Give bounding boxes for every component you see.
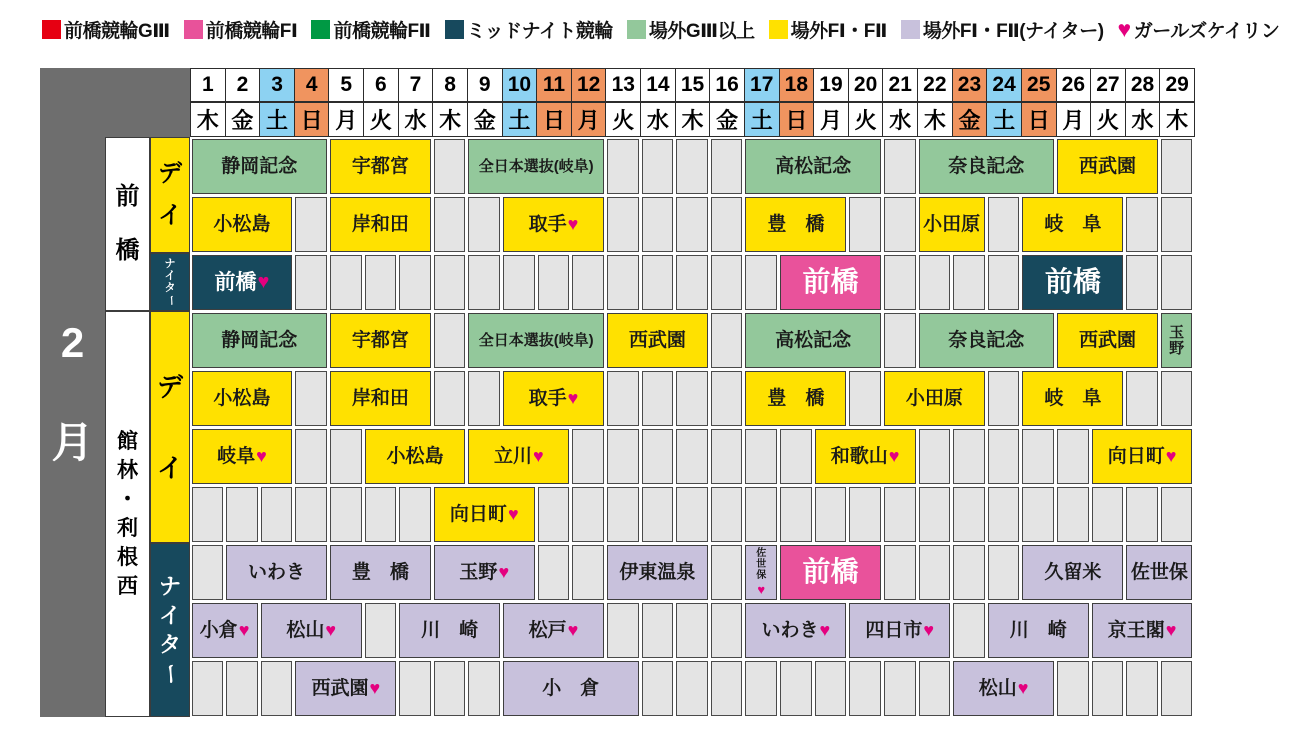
empty-cell	[468, 197, 500, 252]
legend-label: 前橋競輪GⅢ	[64, 21, 170, 42]
empty-cell	[1161, 197, 1193, 252]
empty-cell	[1126, 255, 1158, 310]
date-cell: 15	[675, 68, 711, 102]
legend-item	[42, 16, 170, 43]
empty-cell	[1092, 661, 1124, 716]
empty-cell	[815, 661, 847, 716]
slot-label-night: ナ イ タ ー	[150, 543, 190, 717]
empty-cell	[642, 429, 674, 484]
empty-cell	[226, 487, 258, 542]
weekday-cell: 月	[571, 102, 607, 137]
empty-cell	[192, 545, 224, 600]
event-block: 取手 ♥	[503, 197, 604, 252]
legend-swatch-icon	[311, 20, 330, 39]
weekday-cell: 木	[1159, 102, 1195, 137]
event-block: 立川 ♥	[468, 429, 569, 484]
date-cell: 14	[640, 68, 676, 102]
empty-cell	[1126, 371, 1158, 426]
date-cell: 12	[571, 68, 607, 102]
legend-item	[769, 16, 887, 43]
empty-cell	[434, 371, 466, 426]
empty-cell	[607, 255, 639, 310]
date-cell: 27	[1090, 68, 1126, 102]
date-cell: 2	[225, 68, 261, 102]
empty-cell	[607, 371, 639, 426]
empty-cell	[745, 255, 777, 310]
weekday-cell: 土	[259, 102, 295, 137]
weekday-cell: 水	[640, 102, 676, 137]
empty-cell	[988, 429, 1020, 484]
event-block: 松山 ♥	[261, 603, 362, 658]
empty-cell	[295, 487, 327, 542]
legend	[42, 16, 1279, 43]
empty-cell	[192, 487, 224, 542]
legend-item	[184, 16, 298, 43]
empty-cell	[295, 197, 327, 252]
empty-cell	[919, 255, 951, 310]
empty-cell	[919, 545, 951, 600]
empty-cell	[330, 487, 362, 542]
legend-swatch-icon	[769, 20, 788, 39]
date-cell: 21	[882, 68, 918, 102]
empty-cell	[503, 255, 535, 310]
event-block: 小田原	[884, 371, 985, 426]
empty-cell	[572, 429, 604, 484]
date-cell: 9	[467, 68, 503, 102]
venue-label: 前 橋	[105, 137, 150, 311]
date-cell: 6	[363, 68, 399, 102]
event-block: 小松島	[192, 197, 293, 252]
empty-cell	[711, 545, 743, 600]
event-block: 岸和田	[330, 197, 431, 252]
empty-cell	[1126, 197, 1158, 252]
empty-cell	[607, 603, 639, 658]
empty-cell	[642, 603, 674, 658]
empty-cell	[884, 487, 916, 542]
event-block: 佐世保	[1126, 545, 1192, 600]
event-block: 全日本選抜(岐阜)	[468, 139, 603, 194]
weekday-cell: 土	[502, 102, 538, 137]
event-block: 高松記念	[745, 313, 880, 368]
event-block: 松戸 ♥	[503, 603, 604, 658]
empty-cell	[884, 255, 916, 310]
empty-cell	[642, 255, 674, 310]
empty-cell	[226, 661, 258, 716]
empty-cell	[1126, 661, 1158, 716]
weekday-cell: 日	[779, 102, 815, 137]
event-block: 京王閣 ♥	[1092, 603, 1193, 658]
empty-cell	[607, 197, 639, 252]
empty-cell	[884, 313, 916, 368]
legend-label: 場外FⅠ・FⅡ(ナイター)	[922, 21, 1104, 42]
month-label: 2 月	[40, 68, 105, 717]
event-block: 奈良記念	[919, 313, 1054, 368]
weekday-cell: 火	[848, 102, 884, 137]
date-cell: 3	[259, 68, 295, 102]
slot-label-day: デ イ	[150, 311, 190, 543]
empty-cell	[953, 603, 985, 658]
slot-label-day: デ イ	[150, 137, 190, 253]
weekday-cell: 月	[1056, 102, 1092, 137]
empty-cell	[711, 139, 743, 194]
date-cell: 16	[709, 68, 745, 102]
empty-cell	[849, 661, 881, 716]
event-block: 四日市 ♥	[849, 603, 950, 658]
empty-cell	[399, 487, 431, 542]
empty-cell	[711, 429, 743, 484]
date-cell: 11	[536, 68, 572, 102]
event-block: 宇都宮	[330, 139, 431, 194]
empty-cell	[711, 603, 743, 658]
weekday-cell: 火	[363, 102, 399, 137]
event-block: 和歌山 ♥	[815, 429, 916, 484]
legend-label: ガールズケイリン	[1133, 21, 1280, 42]
empty-cell	[1161, 661, 1193, 716]
event-block: 前橋	[780, 545, 881, 600]
empty-cell	[1092, 487, 1124, 542]
empty-cell	[676, 371, 708, 426]
legend-label: 前橋競輪FⅡ	[333, 21, 431, 42]
empty-cell	[1161, 255, 1193, 310]
weekday-cell: 火	[1090, 102, 1126, 137]
empty-cell	[780, 429, 812, 484]
empty-cell	[468, 371, 500, 426]
event-block: 小 倉	[503, 661, 638, 716]
empty-cell	[468, 255, 500, 310]
empty-cell	[676, 197, 708, 252]
empty-cell	[676, 661, 708, 716]
empty-cell	[192, 661, 224, 716]
empty-cell	[434, 197, 466, 252]
empty-cell	[365, 255, 397, 310]
event-block: 松山 ♥	[953, 661, 1054, 716]
event-block: 高松記念	[745, 139, 880, 194]
empty-cell	[1057, 487, 1089, 542]
legend-label: 場外GⅢ以上	[648, 21, 755, 42]
event-block: 奈良記念	[919, 139, 1054, 194]
event-block: 玉 野	[1161, 313, 1193, 368]
event-block: 玉野 ♥	[434, 545, 535, 600]
event-block: 小田原	[919, 197, 985, 252]
empty-cell	[988, 545, 1020, 600]
event-block: 豊 橋	[745, 197, 846, 252]
date-cell: 19	[813, 68, 849, 102]
empty-cell	[572, 545, 604, 600]
weekday-cell: 日	[1021, 102, 1057, 137]
empty-cell	[884, 661, 916, 716]
empty-cell	[711, 313, 743, 368]
empty-cell	[988, 255, 1020, 310]
date-cell: 26	[1056, 68, 1092, 102]
empty-cell	[711, 197, 743, 252]
empty-cell	[849, 487, 881, 542]
legend-swatch-icon	[627, 20, 646, 39]
event-block: 川 崎	[399, 603, 500, 658]
empty-cell	[1126, 487, 1158, 542]
weekday-cell: 水	[1125, 102, 1161, 137]
date-cell: 8	[432, 68, 468, 102]
empty-cell	[399, 661, 431, 716]
empty-cell	[849, 197, 881, 252]
empty-cell	[1161, 371, 1193, 426]
empty-cell	[607, 429, 639, 484]
weekday-cell: 水	[398, 102, 434, 137]
empty-cell	[607, 487, 639, 542]
empty-cell	[642, 139, 674, 194]
empty-cell	[988, 487, 1020, 542]
empty-cell	[676, 139, 708, 194]
weekday-cell: 木	[432, 102, 468, 137]
empty-cell	[676, 255, 708, 310]
empty-cell	[1022, 429, 1054, 484]
empty-cell	[711, 661, 743, 716]
empty-cell	[365, 603, 397, 658]
empty-cell	[538, 545, 570, 600]
event-block: 取手 ♥	[503, 371, 604, 426]
empty-cell	[434, 661, 466, 716]
weekday-cell: 月	[328, 102, 364, 137]
empty-cell	[468, 661, 500, 716]
weekday-cell: 日	[536, 102, 572, 137]
empty-cell	[295, 371, 327, 426]
event-block: 向日町 ♥	[1092, 429, 1193, 484]
empty-cell	[572, 255, 604, 310]
empty-cell	[642, 661, 674, 716]
event-block: 川 崎	[988, 603, 1089, 658]
empty-cell	[330, 429, 362, 484]
event-block: 静岡記念	[192, 313, 327, 368]
weekday-cell: 水	[882, 102, 918, 137]
empty-cell	[607, 139, 639, 194]
empty-cell	[953, 545, 985, 600]
event-block: 静岡記念	[192, 139, 327, 194]
legend-item	[311, 16, 430, 43]
event-block: 西武園	[1057, 313, 1158, 368]
empty-cell	[988, 197, 1020, 252]
empty-cell	[365, 487, 397, 542]
empty-cell	[434, 255, 466, 310]
date-cell: 23	[952, 68, 988, 102]
event-block: いわき ♥	[745, 603, 846, 658]
empty-cell	[711, 487, 743, 542]
weekday-cell: 金	[709, 102, 745, 137]
event-block: 岐 阜	[1022, 197, 1123, 252]
weekday-cell: 日	[294, 102, 330, 137]
weekday-cell: 土	[986, 102, 1022, 137]
empty-cell	[295, 255, 327, 310]
legend-swatch-icon	[184, 20, 203, 39]
date-cell: 4	[294, 68, 330, 102]
empty-cell	[849, 371, 881, 426]
event-block: 佐 世 保 ♥	[745, 545, 777, 600]
empty-cell	[745, 487, 777, 542]
event-block: 宇都宮	[330, 313, 431, 368]
weekday-cell: 木	[190, 102, 226, 137]
legend-label: 前橋競輪FⅠ	[205, 21, 298, 42]
venue-label: 館 林 ・ 利 根 西	[105, 311, 150, 717]
weekday-cell: 月	[813, 102, 849, 137]
event-block: 岐阜 ♥	[192, 429, 293, 484]
date-cell: 7	[398, 68, 434, 102]
event-block: 向日町 ♥	[434, 487, 535, 542]
date-cell: 25	[1021, 68, 1057, 102]
empty-cell	[919, 661, 951, 716]
empty-cell	[815, 487, 847, 542]
legend-swatch-icon	[445, 20, 464, 39]
empty-cell	[642, 371, 674, 426]
date-cell: 28	[1125, 68, 1161, 102]
date-cell: 10	[502, 68, 538, 102]
empty-cell	[745, 661, 777, 716]
event-block: 小松島	[365, 429, 466, 484]
empty-cell	[1057, 429, 1089, 484]
date-cell: 29	[1159, 68, 1195, 102]
empty-cell	[295, 429, 327, 484]
empty-cell	[1161, 139, 1193, 194]
date-cell: 5	[328, 68, 364, 102]
empty-cell	[919, 429, 951, 484]
girls-keirin-heart-icon: ♥	[1117, 16, 1131, 42]
empty-cell	[642, 197, 674, 252]
legend-item	[1118, 16, 1280, 43]
event-block: 小倉 ♥	[192, 603, 258, 658]
empty-cell	[780, 487, 812, 542]
event-block: 西武園	[1057, 139, 1158, 194]
empty-cell	[399, 255, 431, 310]
empty-cell	[711, 255, 743, 310]
legend-label: 場外FⅠ・FⅡ	[790, 21, 887, 42]
empty-cell	[538, 487, 570, 542]
date-cell: 22	[917, 68, 953, 102]
empty-cell	[919, 487, 951, 542]
event-block: 小松島	[192, 371, 293, 426]
weekday-cell: 火	[605, 102, 641, 137]
empty-cell	[261, 661, 293, 716]
event-block: 西武園 ♥	[295, 661, 396, 716]
empty-cell	[1057, 661, 1089, 716]
weekday-cell: 木	[675, 102, 711, 137]
empty-cell	[988, 371, 1020, 426]
empty-cell	[884, 545, 916, 600]
date-cell: 24	[986, 68, 1022, 102]
empty-cell	[953, 487, 985, 542]
event-block: いわき	[226, 545, 327, 600]
legend-item	[445, 16, 613, 43]
empty-cell	[676, 603, 708, 658]
weekday-cell: 木	[917, 102, 953, 137]
empty-cell	[642, 487, 674, 542]
date-cell: 13	[605, 68, 641, 102]
legend-item	[627, 16, 755, 43]
event-block: 西武園	[607, 313, 708, 368]
empty-cell	[884, 139, 916, 194]
date-cell: 20	[848, 68, 884, 102]
event-block: 全日本選抜(岐阜)	[468, 313, 603, 368]
event-block: 前橋 ♥	[192, 255, 293, 310]
empty-cell	[1022, 487, 1054, 542]
empty-cell	[1161, 487, 1193, 542]
empty-cell	[434, 139, 466, 194]
empty-cell	[884, 197, 916, 252]
empty-cell	[745, 429, 777, 484]
empty-cell	[538, 255, 570, 310]
race-calendar-table	[40, 68, 1194, 717]
event-block: 久留米	[1022, 545, 1123, 600]
empty-cell	[676, 487, 708, 542]
event-block: 前橋	[780, 255, 881, 310]
event-block: 岸和田	[330, 371, 431, 426]
empty-cell	[261, 487, 293, 542]
date-cell: 1	[190, 68, 226, 102]
legend-label: ミッドナイト競輪	[466, 21, 613, 42]
weekday-cell: 土	[744, 102, 780, 137]
empty-cell	[676, 429, 708, 484]
event-block: 豊 橋	[745, 371, 846, 426]
weekday-cell: 金	[467, 102, 503, 137]
event-block: 伊東温泉	[607, 545, 708, 600]
event-block: 岐 阜	[1022, 371, 1123, 426]
weekday-cell: 金	[225, 102, 261, 137]
legend-swatch-icon	[901, 20, 920, 39]
empty-cell	[953, 255, 985, 310]
weekday-cell: 金	[952, 102, 988, 137]
legend-swatch-icon	[42, 20, 61, 39]
date-cell: 18	[779, 68, 815, 102]
empty-cell	[711, 371, 743, 426]
date-cell: 17	[744, 68, 780, 102]
empty-cell	[572, 487, 604, 542]
empty-cell	[953, 429, 985, 484]
slot-label-night: ナ イ タ ー	[150, 253, 190, 311]
empty-cell	[434, 313, 466, 368]
event-block: 前橋	[1022, 255, 1123, 310]
empty-cell	[330, 255, 362, 310]
event-block: 豊 橋	[330, 545, 431, 600]
legend-item	[901, 16, 1104, 43]
empty-cell	[780, 661, 812, 716]
